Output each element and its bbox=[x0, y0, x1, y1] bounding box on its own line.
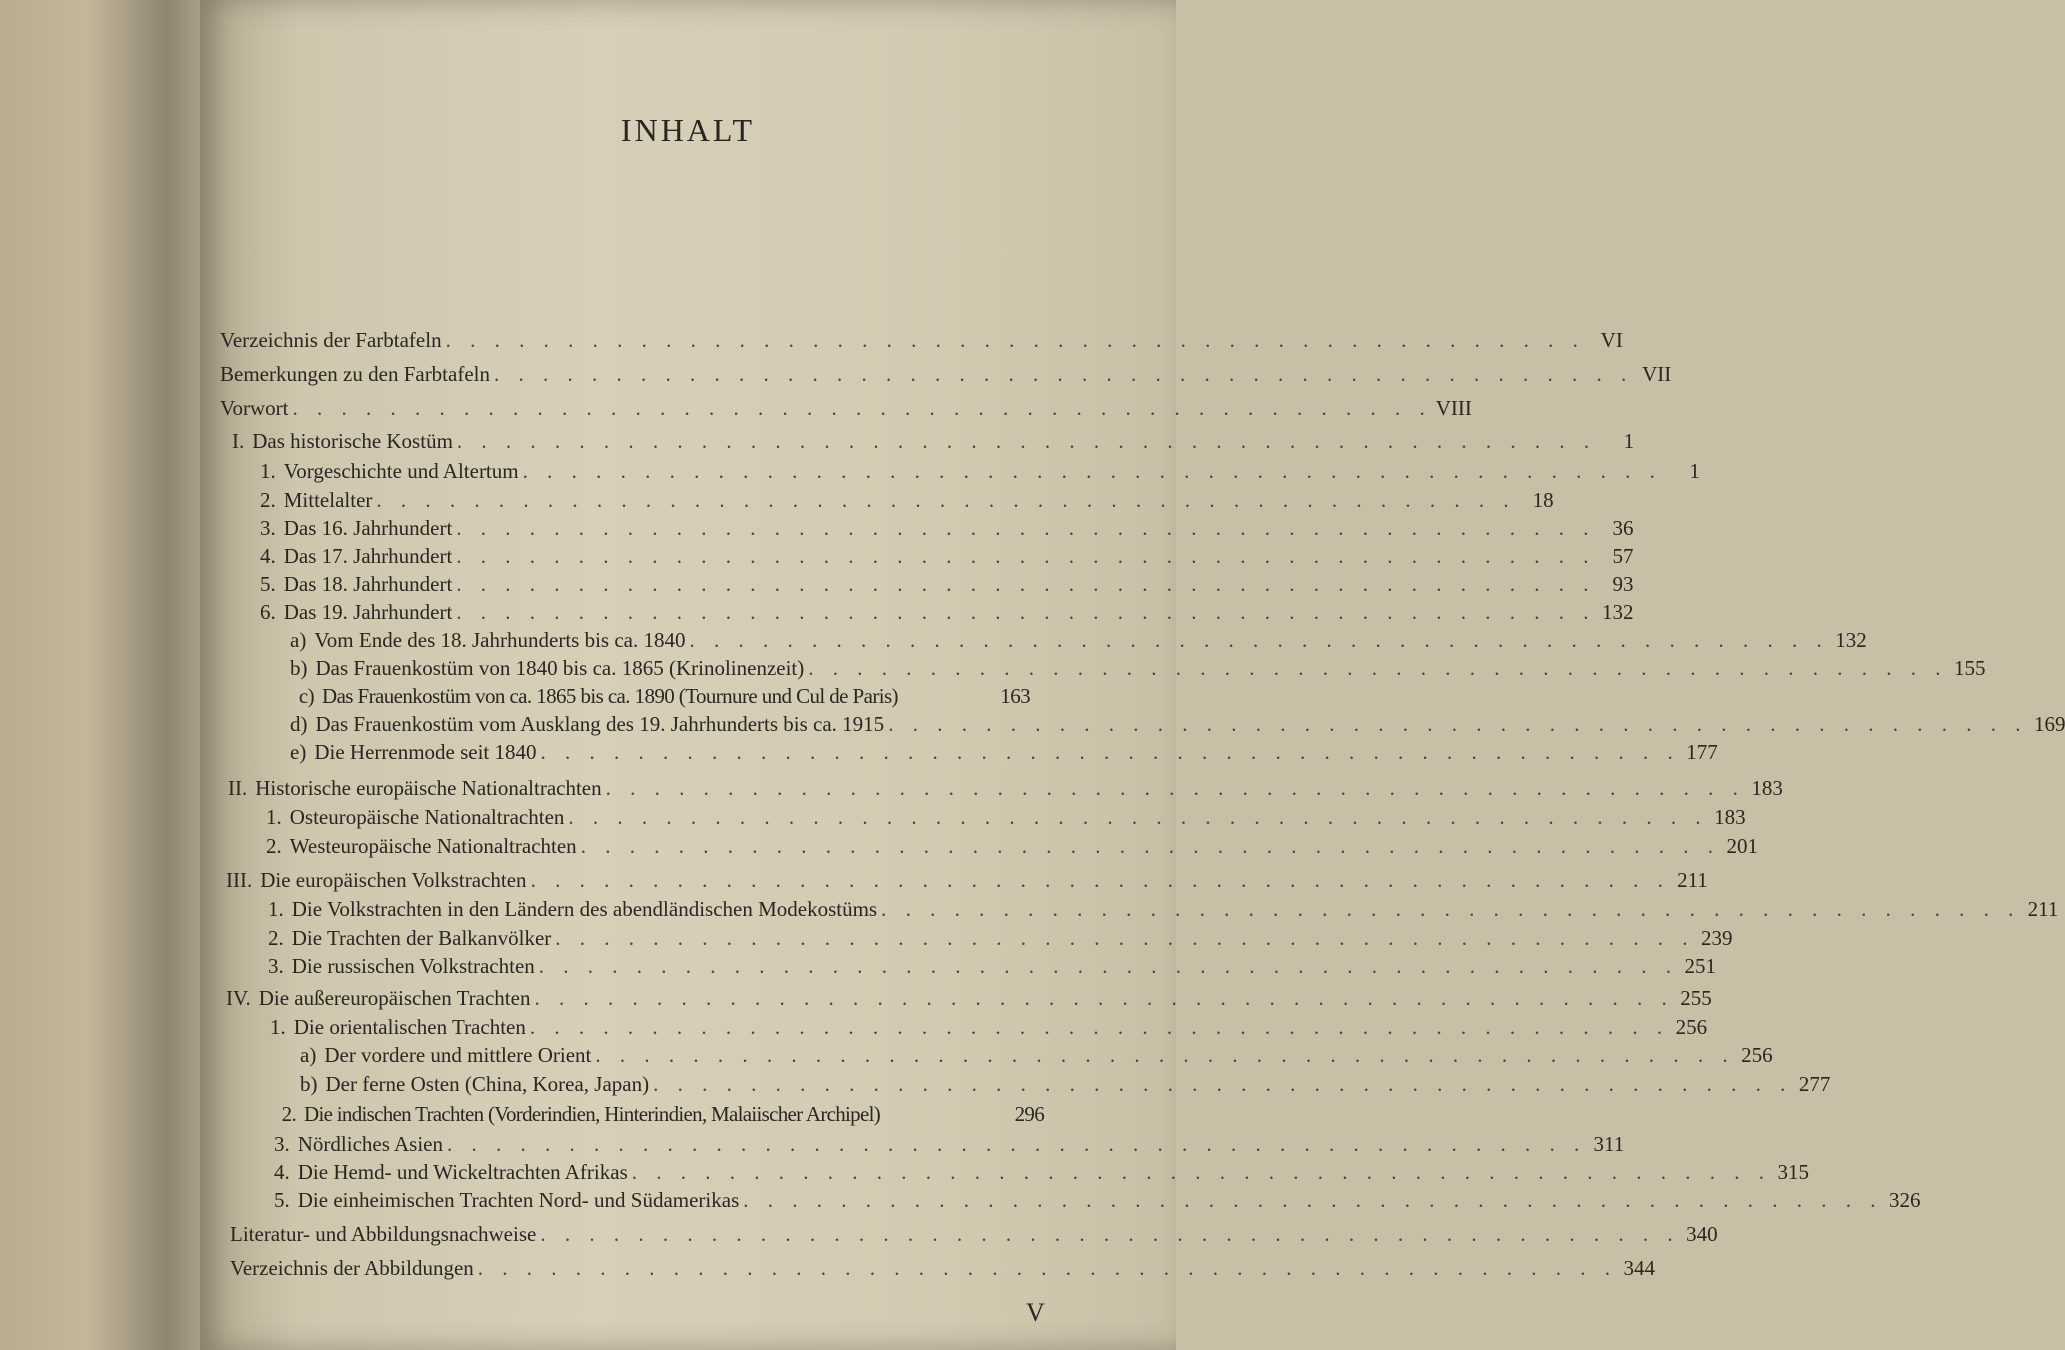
toc-entry-page: 93 bbox=[1612, 572, 1634, 596]
toc-entry-page: 57 bbox=[1612, 544, 1634, 568]
toc-entry-number: 1. bbox=[260, 459, 276, 483]
toc-entry bbox=[260, 459, 1700, 487]
toc-entry-label: Nördliches Asien bbox=[297, 1132, 443, 1156]
toc-entry-page: 311 bbox=[1593, 1132, 1625, 1156]
toc-entry-number: b) bbox=[290, 656, 308, 680]
toc-entry-page: 251 bbox=[1684, 954, 1717, 978]
toc-entry bbox=[260, 488, 1554, 516]
toc-entry bbox=[220, 328, 1623, 356]
toc-leader-dots: . . . . . . . . . . . . . . . . . . . . . . . . . . . . . . . . . . . . . . . . . . . . . . . bbox=[743, 1188, 1883, 1212]
toc-entry-page: VI bbox=[1600, 328, 1623, 352]
toc-entry-page: 201 bbox=[1726, 834, 1758, 858]
toc-entry bbox=[290, 684, 1030, 712]
toc-entry-label: Verzeichnis der Abbildungen bbox=[230, 1256, 474, 1280]
toc-entry-number: 3. bbox=[260, 516, 276, 540]
toc-entry bbox=[290, 740, 1718, 768]
toc-entry-number: 5. bbox=[274, 1188, 290, 1212]
toc-entry bbox=[268, 926, 1733, 954]
toc-entry bbox=[274, 1188, 1921, 1216]
toc-entry-page: 256 bbox=[1675, 1015, 1708, 1039]
toc-leader-dots: . . . . . . . . . . . . . . . . . . . . . . . . . . . . . . . . . . . . . . . . . . . . . . . bbox=[292, 396, 1432, 420]
toc-entry bbox=[226, 868, 1708, 896]
toc-entry-label: Das 18. Jahrhundert bbox=[283, 572, 453, 596]
toc-entry bbox=[270, 1015, 1708, 1043]
page-number: V bbox=[1026, 1298, 1045, 1327]
toc-leader-dots: . . . . . . . . . . . . . . . . . . . . . . . . . . . . . . . . . . . . . . . . . . . . . . . bbox=[494, 362, 1634, 386]
toc-entry-label: Die einheimischen Trachten Nord- und Südamerikas bbox=[297, 1188, 740, 1212]
toc-leader-dots: . . . . . . . . . . . . . . . . . . . . . . . . . . . . . . . . . . . . . . . . . . . . . . . bbox=[456, 429, 1597, 453]
toc-entry-page: 315 bbox=[1777, 1160, 1809, 1184]
toc-entry-page: 169 bbox=[2033, 712, 2065, 736]
toc-leader-dots: . . . . . . . . . . . . . . . . . . . . . . . . . . . . . . . . . . . . . . . . . . . . . . . bbox=[522, 459, 1662, 483]
toc-leader-dots: . . . . . . . . . . . . . . . . . . . . . . . . . . . . . . . . . . . . . . . . . . . . . . . bbox=[808, 656, 1948, 680]
toc-entry bbox=[220, 362, 1672, 390]
book-page bbox=[200, 0, 2065, 1350]
toc-leader-dots: . . . . . . . . . . . . . . . . . . . . . . . . . . . . . . . . . . . . . . . . . . . . . . . bbox=[595, 1043, 1735, 1067]
book-gutter bbox=[0, 0, 215, 1350]
toc-entry bbox=[226, 986, 1712, 1014]
toc-leader-dots: . . . . . . . . . . . . . . . . . . . . . . . . . . . . . . . . . . . . . . . . . . . . . . . bbox=[653, 1072, 1793, 1096]
toc-entry-number: a) bbox=[290, 628, 307, 652]
toc-entry bbox=[268, 897, 2059, 925]
toc-entry-number: 2. bbox=[266, 834, 282, 858]
toc-entry-label: Die Volkstrachten in den Ländern des abendländischen Modekostüms bbox=[291, 897, 878, 921]
toc-entry-page: 132 bbox=[1602, 600, 1634, 624]
toc-entry-number: e) bbox=[290, 740, 307, 764]
toc-entry-label: Die indischen Trachten (Vorderindien, Hinterindien, Malaiischer Archipel) bbox=[304, 1102, 881, 1126]
toc-entry bbox=[260, 600, 1634, 628]
toc-entry-number: 4. bbox=[260, 544, 276, 568]
toc-entry-label: Das Frauenkostüm von 1840 bis ca. 1865 (Krinolinenzeit) bbox=[315, 656, 805, 680]
toc-entry-label: Der ferne Osten (China, Korea, Japan) bbox=[325, 1072, 650, 1096]
toc-entry bbox=[300, 1043, 1773, 1071]
toc-entry-label: Bemerkungen zu den Farbtafeln bbox=[220, 362, 490, 386]
toc-entry bbox=[260, 516, 1634, 544]
toc-leader-dots: . . . . . . . . . . . . . . . . . . . . . . . . . . . . . . . . . . . . . . . . . . . . . . . bbox=[888, 712, 2028, 736]
toc-entry bbox=[272, 1102, 1044, 1130]
toc-entry bbox=[268, 954, 1717, 982]
toc-entry-number: 2. bbox=[281, 1102, 296, 1126]
toc-entry-label: Die orientalischen Trachten bbox=[293, 1015, 526, 1039]
toc-leader-dots: . . . . . . . . . . . . . . . . . . . . . . . . . . . . . . . . . . . . . . . . . . . . . . . bbox=[534, 986, 1674, 1010]
toc-entry-number: 1. bbox=[268, 897, 284, 921]
toc-leader-dots: . . . . . . . . . . . . . . . . . . . . . . . . . . . . . . . . . . . . . . . . . . . . . . . bbox=[605, 776, 1745, 800]
toc-entry bbox=[260, 572, 1634, 600]
toc-leader-dots: . . . . . . . . . . . . . . . . . . . . . . . . . . . . . . . . . . . . . . . . . . . . . . . bbox=[477, 1256, 1618, 1280]
toc-entry-number: 1. bbox=[266, 805, 282, 829]
toc-entry-label: Westeuropäische Nationaltrachten bbox=[289, 834, 577, 858]
toc-leader-dots: . . . . . . . . . . . . . . . . . . . . . . . . . . . . . . . . . . . . . . . . . . . . . . . bbox=[689, 628, 1829, 652]
toc-entry bbox=[290, 656, 1986, 684]
toc-entry bbox=[274, 1160, 1809, 1188]
toc-entry-page: VIII bbox=[1435, 396, 1472, 420]
toc-entry-page: 326 bbox=[1889, 1188, 1921, 1212]
toc-entry-label: Mittelalter bbox=[283, 488, 373, 512]
toc-entry-page: 344 bbox=[1623, 1256, 1656, 1280]
toc-entry-page: 239 bbox=[1701, 926, 1733, 950]
toc-entry bbox=[300, 1072, 1831, 1100]
toc-entry bbox=[228, 776, 1783, 804]
toc-entry-label: Osteuropäische Nationaltrachten bbox=[289, 805, 565, 829]
toc-entry-number: III. bbox=[226, 868, 253, 892]
toc-leader-dots: . . . . . . . . . . . . . . . . . . . . . . . . . . . . . . . . . . . . . . . . . . . . . . . bbox=[631, 1160, 1771, 1184]
toc-entry-label: Vom Ende des 18. Jahrhunderts bis ca. 1840 bbox=[314, 628, 686, 652]
toc-leader-dots: . . . . . . . . . . . . . . . . . . . . . . . . . . . . . . . . . . . . . . . . . . . . . . . bbox=[540, 1222, 1680, 1246]
toc-entry-label: Die außereuropäischen Trachten bbox=[258, 986, 531, 1010]
toc-entry-page: 211 bbox=[1677, 868, 1708, 892]
toc-entry-label: Die russischen Volkstrachten bbox=[291, 954, 535, 978]
toc-entry bbox=[274, 1132, 1625, 1160]
toc-entry-page: 255 bbox=[1680, 986, 1712, 1010]
toc-entry-page: 183 bbox=[1714, 805, 1746, 829]
page-title: INHALT bbox=[620, 112, 756, 148]
toc-entry-number: 1. bbox=[270, 1015, 286, 1039]
toc-entry-number: 4. bbox=[274, 1160, 290, 1184]
toc-entry-number: 2. bbox=[268, 926, 284, 950]
table-of-contents bbox=[200, 0, 2065, 1350]
toc-entry-label: Historische europäische Nationaltrachten bbox=[255, 776, 602, 800]
toc-entry-page: 340 bbox=[1686, 1222, 1718, 1246]
toc-leader-dots: . . . . . . . . . . . . . . . . . . . . . . . . . . . . . . . . . . . . . . . . . . . . . . . bbox=[446, 1132, 1587, 1156]
toc-leader-dots: . . . . . . . . . . . . . . . . . . . . . . . . . . . . . . . . . . . . . . . . . . . . . . . bbox=[530, 868, 1670, 892]
toc-entry-label: Das historische Kostüm bbox=[252, 429, 453, 453]
toc-entry-page: 132 bbox=[1835, 628, 1867, 652]
toc-entry-label: Verzeichnis der Farbtafeln bbox=[220, 328, 442, 352]
toc-entry-number: a) bbox=[300, 1043, 317, 1067]
toc-entry-page: 211 bbox=[2027, 897, 2059, 921]
toc-entry-page: VII bbox=[1642, 362, 1672, 386]
toc-entry-number: 6. bbox=[260, 600, 276, 624]
toc-leader-dots: . . . . . . . . . . . . . . . . . . . . . . . . . . . . . . . . . . . . . . . . . . . . . . . bbox=[376, 488, 1516, 512]
toc-leader-dots: . . . . . . . . . . . . . . . . . . . . . . . . . . . . . . . . . . . . . . . . . . . . . . . bbox=[529, 1015, 1670, 1039]
toc-entry-label: Der vordere und mittlere Orient bbox=[324, 1043, 592, 1067]
toc-entry bbox=[230, 1256, 1656, 1284]
toc-leader-dots: . . . . . . . . . . . . . . . . . . . . . . . . . . . . . . . . . . . . . . . . . . . . . . . bbox=[456, 572, 1596, 596]
toc-entry-page: 256 bbox=[1741, 1043, 1773, 1067]
toc-entry bbox=[290, 628, 1867, 656]
toc-entry-number: 2. bbox=[260, 488, 276, 512]
toc-entry-number: 3. bbox=[274, 1132, 290, 1156]
toc-entry-label: Das Frauenkostüm vom Ausklang des 19. Jahrhunderts bis ca. 1915 bbox=[315, 712, 885, 736]
toc-leader-dots: . . . . . . . . . . . . . . . . . . . . . . . . . . . . . . . . . . . . . . . . . . . . . . . bbox=[568, 805, 1708, 829]
toc-entry-number: 3. bbox=[268, 954, 284, 978]
toc-entry-page: 1 bbox=[1689, 459, 1700, 483]
toc-entry-number: II. bbox=[228, 776, 248, 800]
toc-leader-dots: . . . . . . . . . . . . . . . . . . . . . . . . . . . . . . . . . . . . . . . . . . . . . . . bbox=[555, 926, 1695, 950]
toc-entry-number: d) bbox=[290, 712, 308, 736]
toc-leader-dots: . . . . . . . . . . . . . . . . . . . . . . . . . . . . . . . . . . . . . . . . . . . . . . . bbox=[580, 834, 1720, 858]
toc-entry-page: 155 bbox=[1954, 656, 1986, 680]
toc-entry-page: 36 bbox=[1612, 516, 1634, 540]
toc-leader-dots: . . . . . . . . . . . . . . . . . . . . . . . . . . . . . . . . . . . . . . . . . . . . . . . bbox=[456, 544, 1596, 568]
toc-entry bbox=[266, 834, 1758, 862]
toc-entry-page: 277 bbox=[1798, 1072, 1831, 1096]
toc-leader-dots: . . . . . . . . . . . . . . . . . . . . . . . . . . . . . . . . . . . . . . . . . . . . . . . bbox=[445, 328, 1585, 352]
toc-entry-number: b) bbox=[300, 1072, 318, 1096]
toc-leader-dots: . . . . . . . . . . . . . . . . . . . . . . . . . . . . . . . . . . . . . . . . . . . . . . . bbox=[456, 600, 1596, 624]
toc-entry-page: 183 bbox=[1751, 776, 1783, 800]
toc-leader-dots: . . . . . . . . . . . . . . . . . . . . . . . . . . . . . . . . . . . . . . . . . . . . . . . bbox=[540, 740, 1680, 764]
toc-entry-number: 5. bbox=[260, 572, 276, 596]
toc-entry-page: 1 bbox=[1623, 429, 1635, 453]
toc-entry bbox=[232, 429, 1635, 457]
toc-entry-label: Vorwort bbox=[220, 396, 289, 420]
toc-entry bbox=[266, 805, 1746, 833]
toc-entry-number: IV. bbox=[226, 986, 251, 1010]
toc-entry bbox=[290, 712, 2065, 740]
toc-entry-number: I. bbox=[232, 429, 245, 453]
toc-entry-label: Das 19. Jahrhundert bbox=[283, 600, 453, 624]
toc-leader-dots: . . . . . . . . . . . . . . . . . . . . . . . . . . . . . . . . . . . . . . . . . . . . . . . bbox=[456, 516, 1596, 540]
toc-leader-dots: . . . . . . . . . . . . . . . . . . . . . . . . . . . . . . . . . . . . . . . . . . . . . . . bbox=[538, 954, 1679, 978]
toc-entry-page: 296 bbox=[1014, 1102, 1044, 1126]
toc-entry-label: Das Frauenkostüm von ca. 1865 bis ca. 1890 (Tournure und Cul de Paris) bbox=[322, 684, 898, 708]
toc-entry-label: Die Hemd- und Wickeltrachten Afrikas bbox=[297, 1160, 628, 1184]
toc-entry-label: Die Herrenmode seit 1840 bbox=[314, 740, 537, 764]
toc-entry-label: Vorgeschichte und Altertum bbox=[283, 459, 519, 483]
toc-entry bbox=[230, 1222, 1718, 1250]
toc-entry-label: Das 16. Jahrhundert bbox=[283, 516, 453, 540]
toc-entry-number: c) bbox=[298, 684, 314, 708]
toc-entry-label: Die europäischen Volkstrachten bbox=[260, 868, 527, 892]
toc-entry-page: 18 bbox=[1532, 488, 1554, 512]
toc-entry-label: Die Trachten der Balkanvölker bbox=[291, 926, 552, 950]
toc-entry-label: Das 17. Jahrhundert bbox=[283, 544, 453, 568]
toc-entry-page: 177 bbox=[1686, 740, 1718, 764]
toc-entry bbox=[260, 544, 1634, 572]
toc-entry bbox=[220, 396, 1472, 424]
toc-entry-label: Literatur- und Abbildungsnachweise bbox=[230, 1222, 537, 1246]
toc-leader-dots: . . . . . . . . . . . . . . . . . . . . . . . . . . . . . . . . . . . . . . . . . . . . . . . bbox=[881, 897, 2021, 921]
toc-entry-page: 163 bbox=[1000, 684, 1030, 708]
